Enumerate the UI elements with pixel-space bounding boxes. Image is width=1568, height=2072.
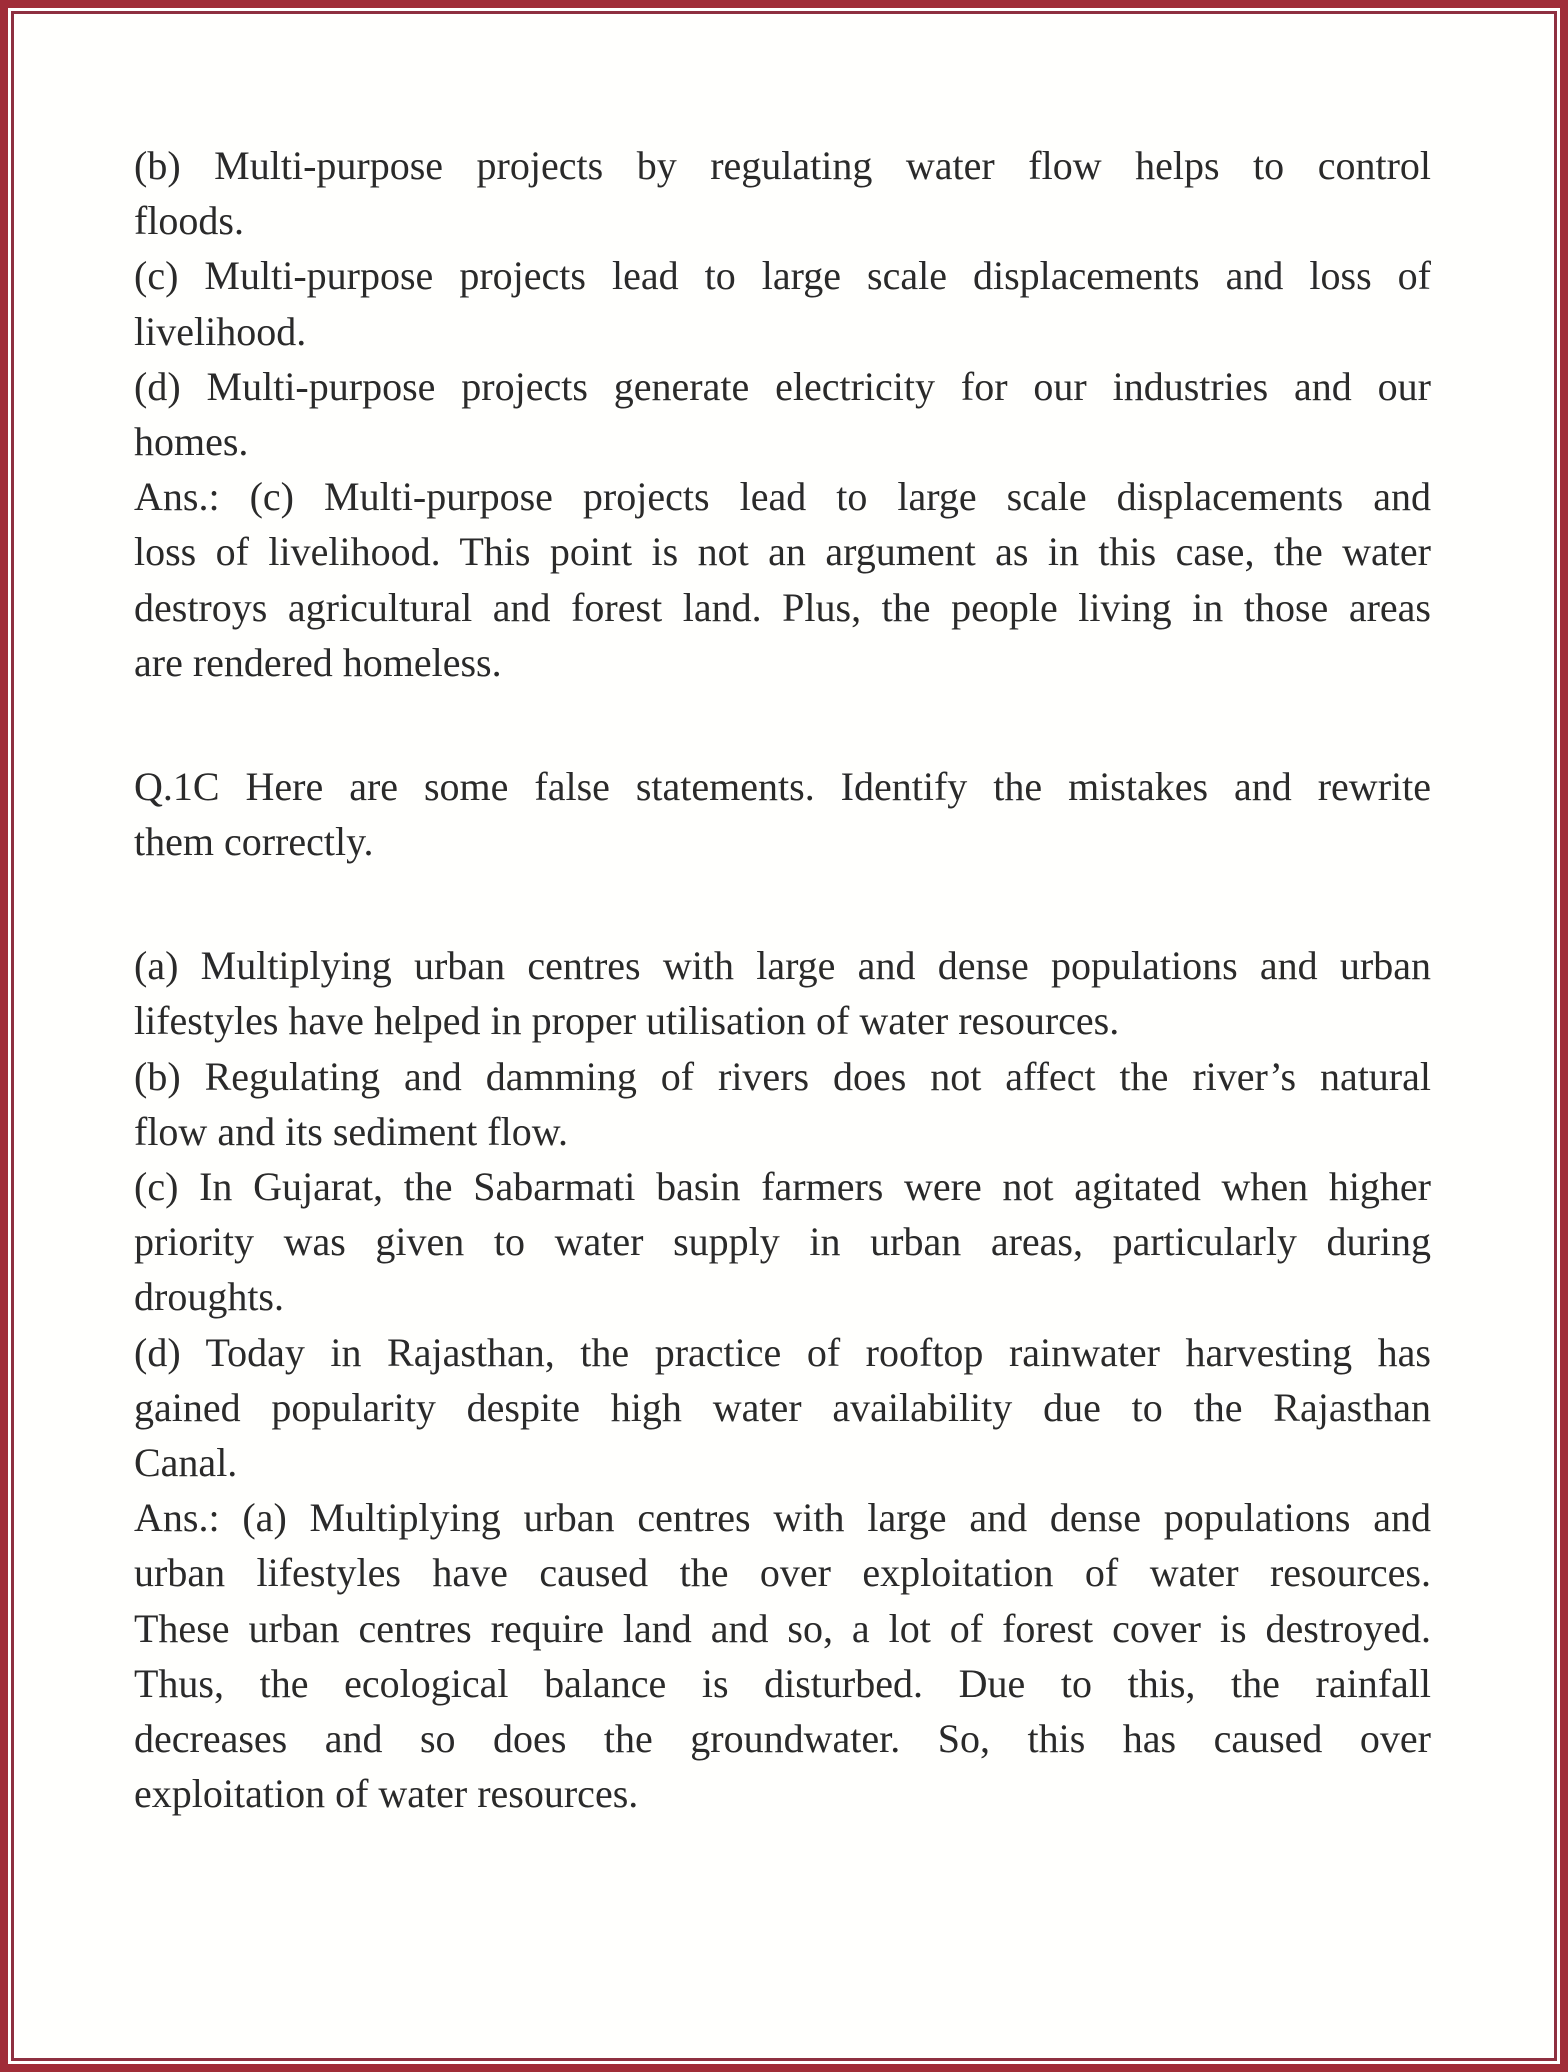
text-line: homes. — [134, 418, 249, 464]
text-line: (c) Multi-purpose projects lead to large scale displacements and loss of — [134, 253, 1431, 299]
answer-1b — [134, 469, 1431, 690]
text-line: are rendered homeless. — [134, 639, 502, 685]
statement-d — [134, 1325, 1431, 1491]
text-line: (d) Multi-purpose projects generate electricity for our industries and our — [134, 363, 1431, 409]
text-line: (d) Today in Rajasthan, the practice of rooftop rainwater harvesting has — [134, 1329, 1431, 1375]
text-line: Ans.: (a) Multiplying urban centres with large and dense populations and — [134, 1495, 1431, 1541]
text-line: floods. — [134, 198, 244, 244]
spacer — [134, 869, 1431, 938]
text-line: livelihood. — [134, 308, 307, 354]
text-line: (c) In Gujarat, the Sabarmati basin farmers were not agitated when higher — [134, 1164, 1431, 1209]
text-line: gained popularity despite high water availability due to the Rajasthan — [134, 1384, 1431, 1430]
text-line: loss of livelihood. This point is not an argument as in this case, the water — [134, 529, 1431, 575]
statement-a — [134, 938, 1431, 1048]
text-line: (a) Multiplying urban centres with large and dense populations and urban — [134, 943, 1431, 989]
question-1c-heading — [134, 759, 1431, 869]
text-line: them correctly. — [134, 819, 374, 865]
text-line: droughts. — [134, 1274, 284, 1320]
text-line: flow and its sediment flow. — [134, 1108, 569, 1154]
statement-b — [134, 1049, 1431, 1159]
text-line: Ans.: (c) Multi-purpose projects lead to large scale displacements and — [134, 474, 1431, 520]
text-line: urban lifestyles have caused the over exploitation of water resources. — [134, 1550, 1431, 1596]
text-line: Thus, the ecological balance is disturbed. Due to this, the rainfall — [134, 1660, 1431, 1706]
answer-1c — [134, 1490, 1431, 1821]
text-line: (b) Regulating and damming of rivers does not affect the river’s natural — [134, 1053, 1431, 1099]
text-line: lifestyles have helped in proper utilisation of water resources. — [134, 998, 1120, 1044]
text-line: destroys agricultural and forest land. Plus, the people living in those areas — [134, 584, 1431, 630]
text-line: Q.1C Here are some false statements. Identify the mistakes and rewrite — [134, 763, 1431, 809]
spacer — [134, 690, 1431, 759]
document-content — [134, 138, 1431, 1821]
text-line: (b) Multi-purpose projects by regulating water flow helps to control — [134, 143, 1431, 188]
text-line: Canal. — [134, 1439, 238, 1485]
statement-c — [134, 1159, 1431, 1325]
text-line: These urban centres require land and so, a lot of forest cover is destroyed. — [134, 1605, 1431, 1651]
text-line: exploitation of water resources. — [134, 1771, 639, 1817]
option-b — [134, 138, 1431, 248]
option-d — [134, 359, 1431, 469]
option-c — [134, 248, 1431, 358]
text-line: priority was given to water supply in urban areas, particularly during — [134, 1219, 1431, 1265]
text-line: decreases and so does the groundwater. So, this has caused over — [134, 1715, 1431, 1761]
